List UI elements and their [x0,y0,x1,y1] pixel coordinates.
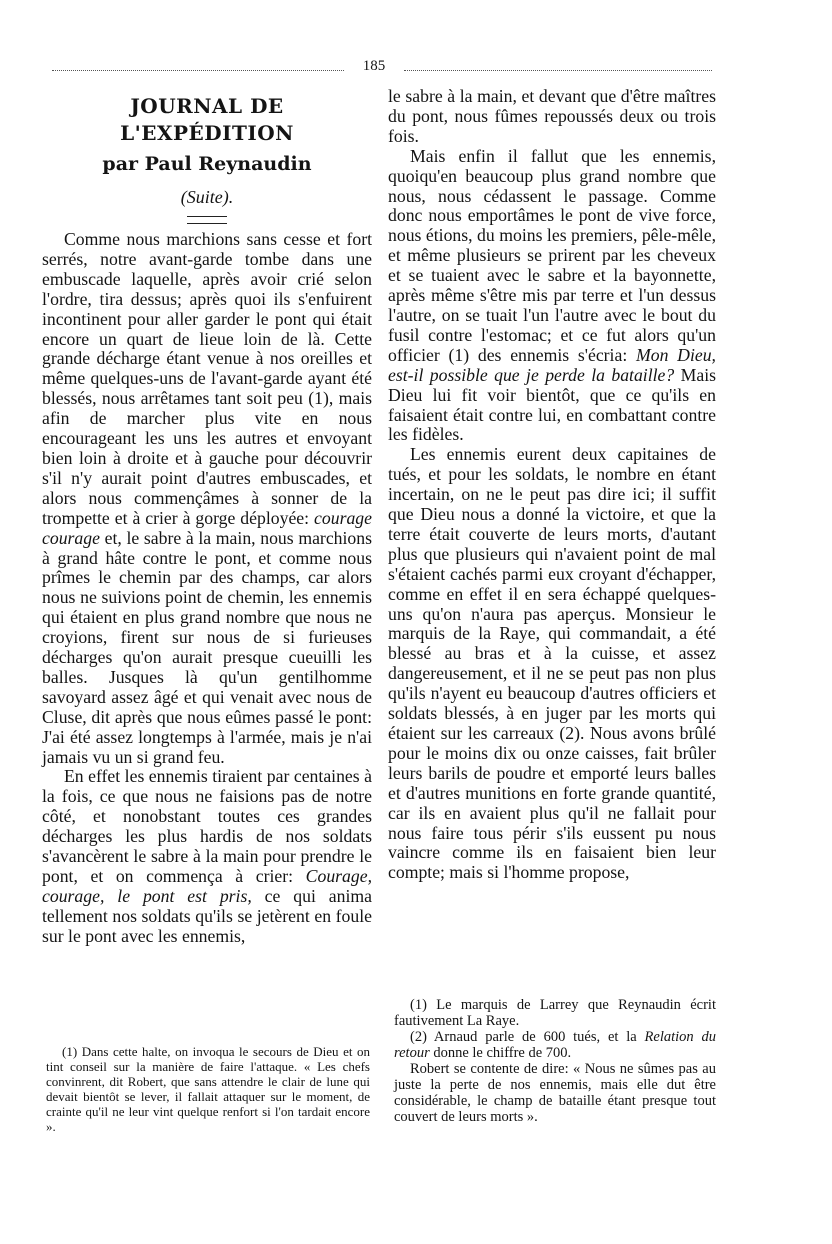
article-title: JOURNAL DE L'EXPÉDITION [120,94,294,145]
left-footnote-1: (1) Dans cette halte, on invoqua le secours de Dieu et on tint conseil sur la manière de faire l'attaque. « Les chefs convinrent, dit Robert, que sans attendre le clair de lune qui devait bientôt se lever, il fallait attaquer sur le moment, de crainte qu'il ne leur vint quelque renfort si l'on tardait encore ». [46,1044,370,1134]
right-footnote-1: (1) Le marquis de Larrey que Reynaudin écrit fautivement La Raye. [394,997,716,1029]
left-p2-italic: Courage, courage, le pont est pris, [42,866,372,906]
right-paragraph-1 [388,147,716,446]
right-column [388,87,716,883]
running-head-rule-right [404,70,712,71]
left-p1-text: Comme nous marchions sans cesse et fort serrés, notre avant-garde tombe dans une embuscade laquelle, après avoir crié selon l'ordre, tira dessus; après quoi ils s'enfuirent incontinent pour aller garder le pont qui était encore un quart de lieue loin de là. Cette grande décharge étant venue à nos oreilles et même quelques-uns de l'avant-garde ayant été blessés, nous arrêtames tant soit peu (1), mais afin de marcher plus vite en nous encourageant les uns les autres et envoyant bien loin à droite et à gauche pour découvrir s'il n'y aurait point d'autres embuscades, et alors nous commençâmes à sonner de la trompette et à crier à gorge déployée: [42,229,372,528]
right-p1-italic: Mon Dieu, est-il possible que je perde la bataille? [388,344,716,385]
left-column [42,93,372,947]
running-head-rule-left [52,70,344,71]
left-footnotes [46,1045,370,1134]
right-fn2-italic: Relation du retour [394,1029,716,1061]
left-paragraph-2 [42,767,372,946]
right-footnote-3: Robert se contente de dire: « Nous ne sûmes pas au juste la perte de nos ennemis, mais elle dut être considérable, le champ de bataille étant presque tout couvert de leurs morts ». [394,1061,716,1125]
right-p1-text: Mais enfin il fallut que les ennemis, quoiqu'en beaucoup plus grand nombre que nous, nous cédassent le passage. Comme donc nous emportâmes le pont de vive force, nous étions, du moins les premiers, pêle-mêle, et même plusieurs se prirent par les cheveux et se tuaient avec le sabre et la bayonnette, après même s'être mis par terre et l'un dessus l'autre, on se tuait l'un l'autre avec le bout du fusil contre l'estomac; et ce fut alors qu'un officier (1) des ennemis s'écria: [388,145,716,365]
right-footnotes [394,997,716,1125]
left-p1-italic: courage courage [42,507,372,548]
left-p1-text-b: et, le sabre à la main, nous marchions à grand hâte contre le pont, et comme nous prîmes le chemin par des champs, car alors nous ne suivions point de chemin, les ennemis qui étaient en plus grand nombre que nous ne croyions, firent sur nous de si furieuses décharges qu'on aurait presque cueuilli les balles. Jusques là qu'un gentilhomme savoyard assez âgé et qui venait avec nous de Cluse, dit après que nous eûmes passé le pont: J'ai été assez longtemps à l'armée, mais je n'ai jamais vu un si grand feu. [42,527,372,767]
right-p1-text-b: Mais Dieu lui fit voir bientôt, que ce qu'ils en faisaient était contre lui, en combattant contre les fidèles. [388,364,716,445]
page-number: 185 [362,58,386,74]
right-footnote-2 [394,1029,716,1061]
article-author: par Paul Reynaudin [102,153,312,175]
running-head [52,56,712,82]
left-paragraph-1 [42,230,372,767]
right-fn2-text: (2) Arnaud parle de 600 tués, et la [410,1029,645,1045]
right-fn2-text-b: donne le chiffre de 700. [429,1045,572,1061]
right-paragraph-0: le sabre à la main, et devant que d'être maîtres du pont, nous fûmes repoussés deux ou trois fois. [388,86,716,146]
article-suite: (Suite). [180,187,234,207]
title-ornament [187,216,227,224]
left-p2-text: En effet les ennemis tiraient par centaines à la fois, ce que nous ne faisions pas de notre côté, et nonobstant toutes ces grandes décharges les plus hardis de nos soldats s'avancèrent le sabre à la main pour prendre le pont, et on commença à crier: [42,766,372,886]
right-paragraph-2: Les ennemis eurent deux capitaines de tués, et pour les soldats, le nombre en étant incertain, on ne le peut pas dire ici; il suffit que Dieu nous a donné la victoire, et que la terre était couverte de leurs morts, d'autant plus que plusieurs qui n'avaient point de mal s'étaient cachés parmi eux croyant d'échapper, comme en effet il en sera échappé quelques-uns qu'on n'aura pas aperçus. Monsieur le marquis de la Raye, qui commandait, a été blessé au bras et à la cuisse, et assez dangereusement, et il ne se peut pas non plus qu'ils n'ayent eu beaucoup d'autres officiers et soldats blessés, à en juger par les morts qui étaient sur les carreaux (2). Nous avons brûlé pour le moins dix ou onze caisses, fait brûler leurs barils de poudre et emporté leurs balles et d'autres munitions en forte grande quantité, car ils en avaient plus qu'il ne fallait pour nous faire tous périr s'ils eussent pu nous vaincre comme ils en faisaient bien leur compte; mais si l'homme propose, [388,444,716,883]
left-p2-text-b: ce qui anima tellement nos soldats qu'ils se jetèrent en foule sur le pont avec les ennemis, [42,885,372,946]
